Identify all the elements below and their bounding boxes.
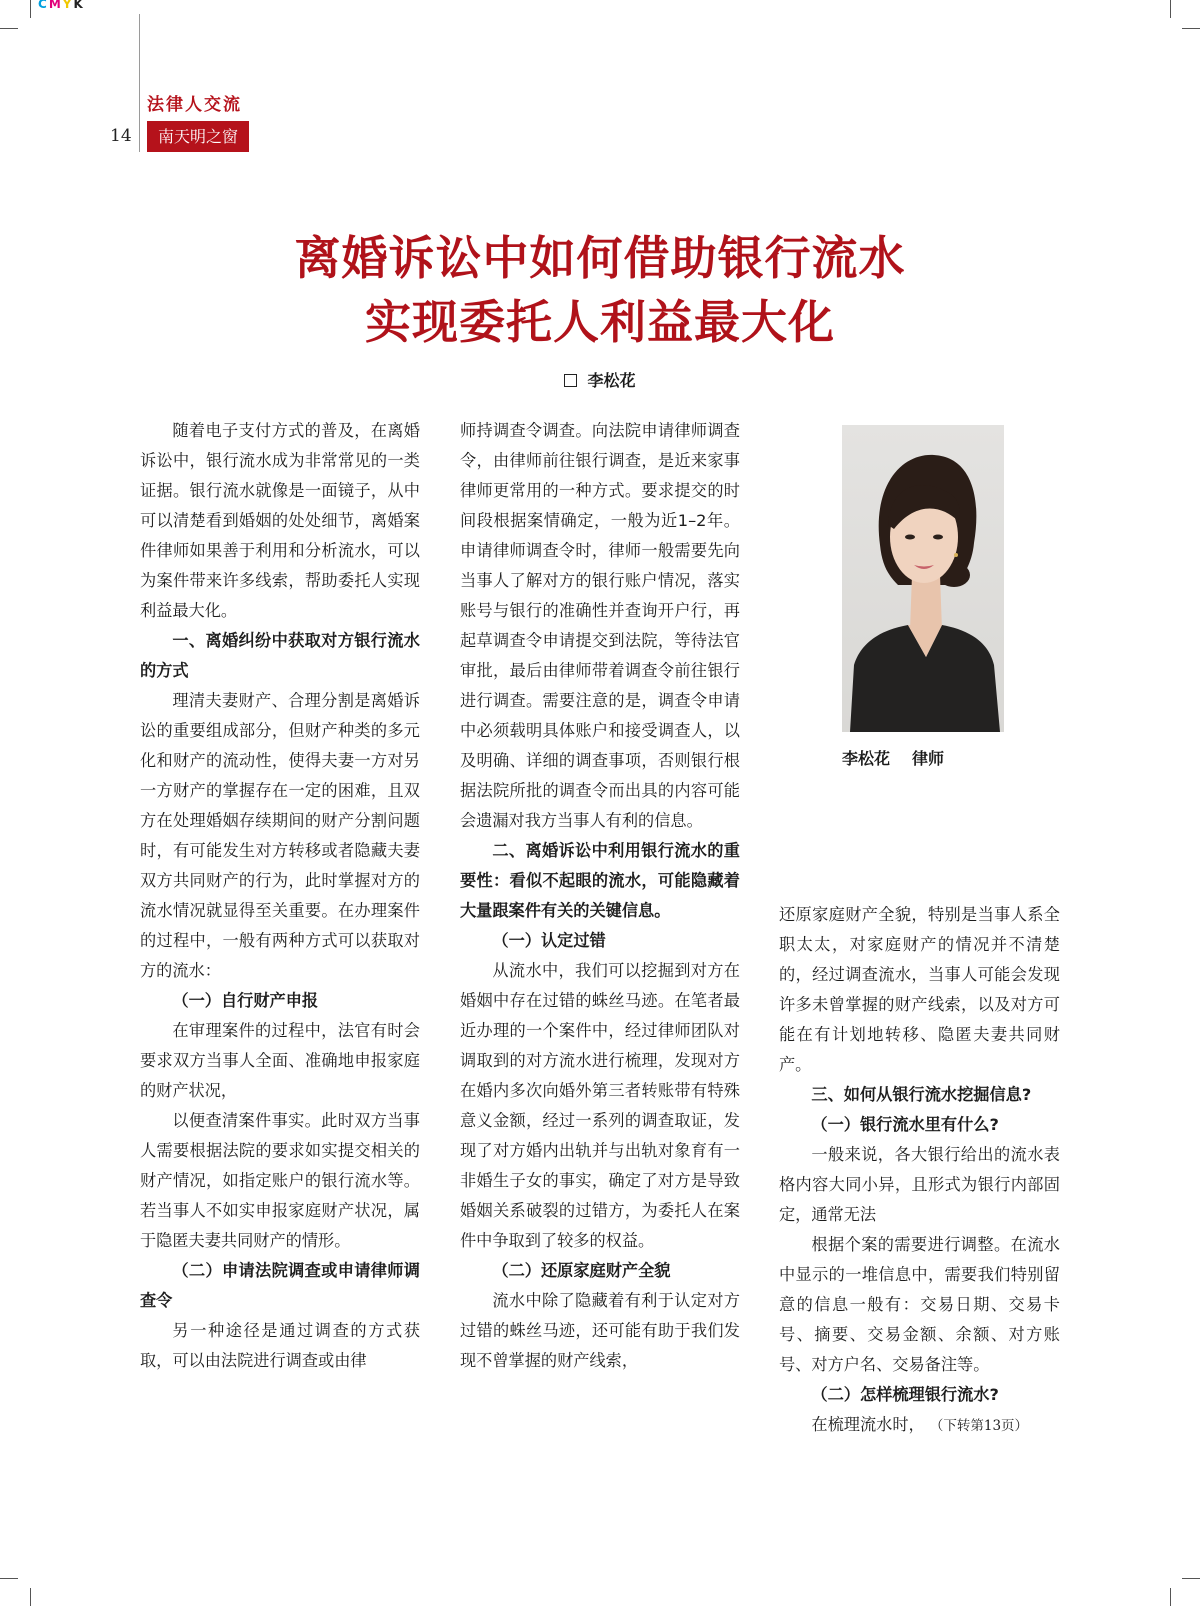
header-rule [139,14,140,152]
section-heading: 三、如何从银行流水挖掘信息? [811,1085,1032,1104]
author-portrait-photo [842,425,1004,732]
caption-name: 李松花 [842,749,891,768]
crop-mark [1170,1588,1171,1606]
caption-role: 律师 [912,749,945,768]
paragraph: 还原家庭财产全貌，特别是当事人系全职太太，对家庭财产的情况并不清楚的，经过调查流水，当事人可能会发现许多未曾掌握的财产线索，以及对方可能在有计划地转移、隐匿夫妻共同财产。 [779,905,1060,1074]
crop-mark [30,0,31,18]
paragraph: 理清夫妻财产、合理分割是离婚诉讼的重要组成部分，但财产种类的多元化和财产的流动性，使得夫妻一方对另一方财产的掌握存在一定的困难，且双方在处理婚姻存续期间的财产分割问题时，有可能发生对方转移或者隐藏夫妻双方共同财产的行为，此时掌握对方的流水情况就显得至关重要。在办理案件的过程中，一般有两种方式可以获取对方的流水： [140,691,420,980]
text-column-3 [779,900,1060,1441]
article-title-line-1: 离婚诉讼中如何借助银行流水 [294,231,906,285]
paragraph: 在审理案件的过程中，法官有时会要求双方当事人全面、准确地申报家庭的财产状况， [140,1021,420,1100]
subsection-heading: （一）自行财产申报 [172,991,319,1010]
text-column-1 [140,416,420,1376]
subsection-heading: （二）还原家庭财产全貌 [492,1261,671,1280]
crop-mark [1182,1578,1200,1579]
subsection-heading: （二）怎样梳理银行流水? [811,1385,999,1404]
photo-caption [842,746,966,769]
paragraph: 以便查清案件事实。此时双方当事人需要根据法院的要求如实提交相关的财产情况，如指定账户的银行流水等。若当事人不如实申报家庭财产状况，属于隐匿夫妻共同财产的情形。 [140,1111,420,1250]
paragraph: 根据个案的需要进行调整。在流水中显示的一堆信息中，需要我们特别留意的信息一般有：交易日期、交易卡号、摘要、交易金额、余额、对方账号、对方户名、交易备注等。 [779,1235,1060,1374]
subsection-heading: （二）申请法院调查或申请律师调查令 [140,1261,420,1310]
paragraph: 从流水中，我们可以挖掘到对方在婚姻中存在过错的蛛丝马迹。在笔者最近办理的一个案件中，经过律师团队对调取到的对方流水进行梳理，发现对方在婚内多次向婚外第三者转账带有特殊意义金额，经过一系列的调查取证，发现了对方婚内出轨并与出轨对象育有一非婚生子女的事实，确定了对方是导致婚姻关系破裂的过错方，为委托人在案件中争取到了较多的权益。 [460,961,740,1250]
paragraph: 另一种途径是通过调查的方式获取，可以由法院进行调查或由律 [140,1321,420,1370]
subsection-heading: （一）认定过错 [492,931,606,950]
paragraph: 师持调查令调查。向法院申请律师调查令，由律师前往银行调查，是近来家事律师更常用的一种方式。要求提交的时间段根据案情确定，一般为近1–2年。申请律师调查令时，律师一般需要先向当事人了解对方的银行账户情况，落实账号与银行的准确性并查询开户行，再起草调查令申请提交到法院，等待法官审批，最后由律师带着调查令前往银行进行调查。需要注意的是，调查令申请中必须载明具体账户和接受调查人，以及明确、详细的调查事项，否则银行根据法院所批的调查令而出具的内容可能会遗漏对我方当事人有利的信息。 [460,421,740,830]
author-byline [0,368,1200,391]
crop-mark [30,1588,31,1606]
column-tag: 南天明之窗 [147,121,249,152]
paragraph [779,1410,1060,1441]
crop-mark [0,28,18,29]
paragraph: 流水中除了隐藏着有利于认定对方过错的蛛丝马迹，还可能有助于我们发现不曾掌握的财产线索， [460,1291,740,1370]
paragraph-text: 在梳理流水时， [811,1415,925,1434]
square-icon [564,374,577,387]
text-column-2 [460,416,740,1376]
cmyk-registration-mark: CMYK [38,0,85,11]
author-name: 李松花 [587,371,636,390]
crop-mark [1170,0,1171,18]
article-title-line-2: 实现委托人利益最大化 [365,295,835,349]
section-heading: 一、离婚纠纷中获取对方银行流水的方式 [140,631,420,680]
paragraph: 一般来说，各大银行给出的流水表格内容大同小异，且形式为银行内部固定，通常无法 [779,1145,1060,1224]
section-heading: 二、离婚诉讼中利用银行流水的重要性：看似不起眼的流水，可能隐藏着大量跟案件有关的关键信息。 [460,841,740,920]
paragraph: 随着电子支付方式的普及，在离婚诉讼中，银行流水成为非常常见的一类证据。银行流水就像是一面镜子，从中可以清楚看到婚姻的处处细节，离婚案件律师如果善于利用和分析流水，可以为案件带来许多线索，帮助委托人实现利益最大化。 [140,421,420,620]
crop-mark [0,1578,18,1579]
continued-note: （下转第13页） [929,1418,1029,1434]
subsection-heading: （一）银行流水里有什么? [811,1115,999,1134]
crop-mark [1182,28,1200,29]
portrait-illustration [842,425,1004,732]
section-label: 法律人交流 [147,95,242,115]
page-number: 14 [110,126,132,146]
